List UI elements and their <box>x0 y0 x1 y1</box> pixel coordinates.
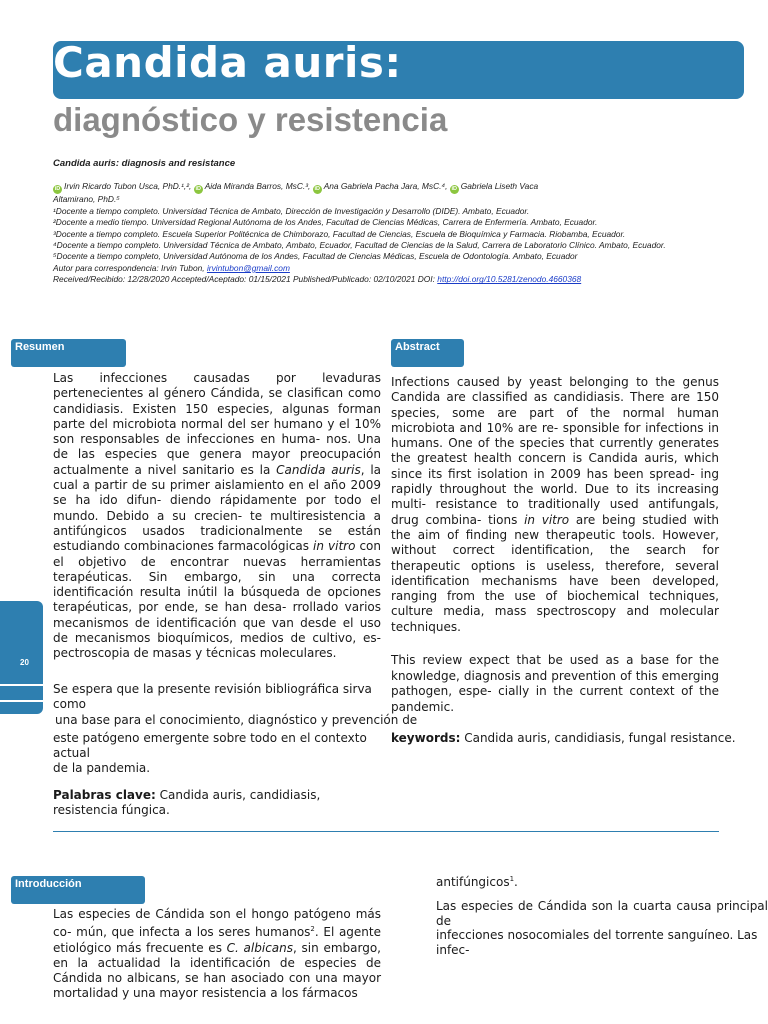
correspondence-email-link[interactable]: irvintubon@gmail.com <box>206 262 290 273</box>
orcid-icon[interactable]: iD <box>195 186 201 193</box>
english-title: Candida auris: diagnosis and resistance <box>53 158 236 169</box>
text-line: de la pandemia. <box>53 761 151 775</box>
resumen-paragraph-2 <box>53 682 393 712</box>
section-divider <box>53 831 719 832</box>
intro-right-line: antifúngicos$^1$. <box>436 875 518 889</box>
keywords-label: keywords: <box>391 731 461 745</box>
doi-link[interactable]: http://doi.org/10.5281/zenodo.4660368 <box>437 274 582 285</box>
resumen-keywords <box>53 788 383 818</box>
author-name: Gabriela Liseth Vaca <box>460 181 539 192</box>
author-list <box>53 180 733 194</box>
intro-paragraph: Las especies de Cándida son el hongo patógeno más co- mún, que infecta a los seres humanos$^2$. El agente etiológico más frecuente es C. albicans, sin embargo, en la actualidad la identificación de especies de Cándida no albicans, se han asociado con una mayor mortalidad y una mayor resistencia a los fármacos <box>53 907 381 1001</box>
abstract-paragraph-2: This review expect that be used as a base for the knowledge, diagnosis and prevention of this emerging pathogen, espe- cially in the current context of the pandemic. <box>391 653 719 714</box>
abstract-paragraph: Infections caused by yeast belonging to the genus Candida are classified as candidiasis. There are 150 species, some are part of the normal human microbiota and 10% are re- sponsible for infections in humans. One of the species that currently generates the greatest health concern is Candida auris, which since its first isolation in 2009 has been spread- ing rapidly throughout the world. Due to its increasing multi- resistance to traditionally used antifungals, drug combina- tions in vitro are being studied with the aim of finding new therapeutic tools. However, without correct identification, the search for therapeutic options is useless, therefore, several identification mechanisms have been developed, ranging from the use of biochemical techniques, culture media, mass spectroscopy and molecular techniques. <box>391 375 719 634</box>
orcid-icon[interactable]: iD <box>54 186 61 193</box>
keywords-text: Candida auris, candidiasis, fungal resistance. <box>460 731 736 745</box>
dates-label: Received/Recibido: 12/28/2020 Accepted/Aceptado: 01/15/2021 Published/Publicado: 02/10/2021 DOI: <box>53 274 438 285</box>
text-line: Las especies de Cándida son la cuarta causa principal de <box>436 899 768 928</box>
article-title: Candida auris: <box>53 38 402 87</box>
affiliation: ⁵Docente a tiempo completo, Universidad Autónoma de los Andes, Facultad de Ciencias Médicas, Escuela de Odontología. Ambato, Ecuador <box>53 251 578 262</box>
affiliation: ¹Docente a tiempo completo. Universidad Técnica de Ambato, Dirección de Investigación y Desarrollo (DIDE). Ambato, Ecuador. <box>53 205 530 216</box>
article-meta <box>53 158 733 286</box>
resumen-paragraph: Las infecciones causadas por levaduras pertenecientes al género Cándida, se clasifican como candidiasis. Existen 150 especies, algunas forman parte del microbiota normal del ser humano y el 10% son responsables de infecciones en huma- nos. Una de las especies que genera mayor preocupación actualmente a nivel sanitario es la Candida auris, la cual a partir de su primer aislamiento en el año 2009 se ha ido difun- diendo rápidamente por todo el mundo. Debido a su crecien- te multiresistencia a antifúngicos usados tradicionalmente se están estudiando combinaciones farmacológicas in vitro con el objetivo de encontrar nuevas herramientas terapéuticas. Sin embargo, sin una correcta identificación resulta inútil la búsqueda de opciones terapéuticas, por ende, se han desa- rrollado varios mecanismos de identificación que van desde el uso de mecanismos bioquímicos, medios de cultivo, es- pectroscopia de masas y técnicas moleculares. <box>53 371 382 661</box>
dates-line <box>53 274 733 285</box>
affiliation: ²Docente a medio tiempo. Universidad Regional Autónoma de los Andes, Facultad de Ciencias Médicas, Carrera de Enfermería. Ambato, Ecuador. <box>53 217 598 228</box>
text-line: este patógeno emergente sobre todo en el contexto actual <box>53 731 367 760</box>
page-number: 20 <box>20 658 29 667</box>
correspondence-label: Autor para correspondencia: Irvin Tubon, <box>53 262 207 273</box>
author-name: Aida Miranda Barros, MsC.³, <box>204 181 311 192</box>
affiliation: ⁴Docente a tiempo completo. Universidad Técnica de Ambato, Ambato, Ecuador, Facultad de Ciencias de la Salud, Carrera de Laboratorio Clínico. Ambato, Ecuador. <box>53 240 666 251</box>
orcid-icon[interactable]: iD <box>314 186 320 193</box>
keywords-label: Palabras clave: <box>53 788 156 802</box>
introduccion-heading: Introducción <box>11 876 145 904</box>
article-subtitle: diagnóstico y resistencia <box>53 101 448 138</box>
text-line: infecciones nosocomiales del torrente sanguíneo. Las infec- <box>436 928 758 957</box>
side-tab-divider <box>0 700 43 702</box>
abstract-keywords <box>391 731 751 746</box>
text-line: una base para el conocimiento, diagnóstico y prevención de <box>55 713 418 727</box>
correspondence-line <box>53 263 733 274</box>
orcid-icon[interactable]: iD <box>451 186 457 193</box>
author-name: Irvin Ricardo Tubon Usca, PhD.¹,², <box>64 181 192 192</box>
side-tab-divider <box>0 684 43 686</box>
author-name: Ana Gabriela Pacha Jara, MsC.⁴, <box>323 181 448 192</box>
resumen-heading: Resumen <box>11 339 126 367</box>
abstract-heading: Abstract <box>391 339 464 367</box>
keywords-text: Candida auris, candidiasis, resistencia fúngica. <box>53 788 321 817</box>
affiliation: ³Docente a tiempo completo. Escuela Superior Politécnica de Chimborazo, Facultad de Ciencias, Escuela de Bioquímica y Farmacia. Riobamba, Ecuador. <box>53 228 626 239</box>
author-name-continued: Altamirano, PhD.⁵ <box>53 194 120 205</box>
text-line: Se espera que la presente revisión bibliográfica sirva como <box>53 682 372 711</box>
